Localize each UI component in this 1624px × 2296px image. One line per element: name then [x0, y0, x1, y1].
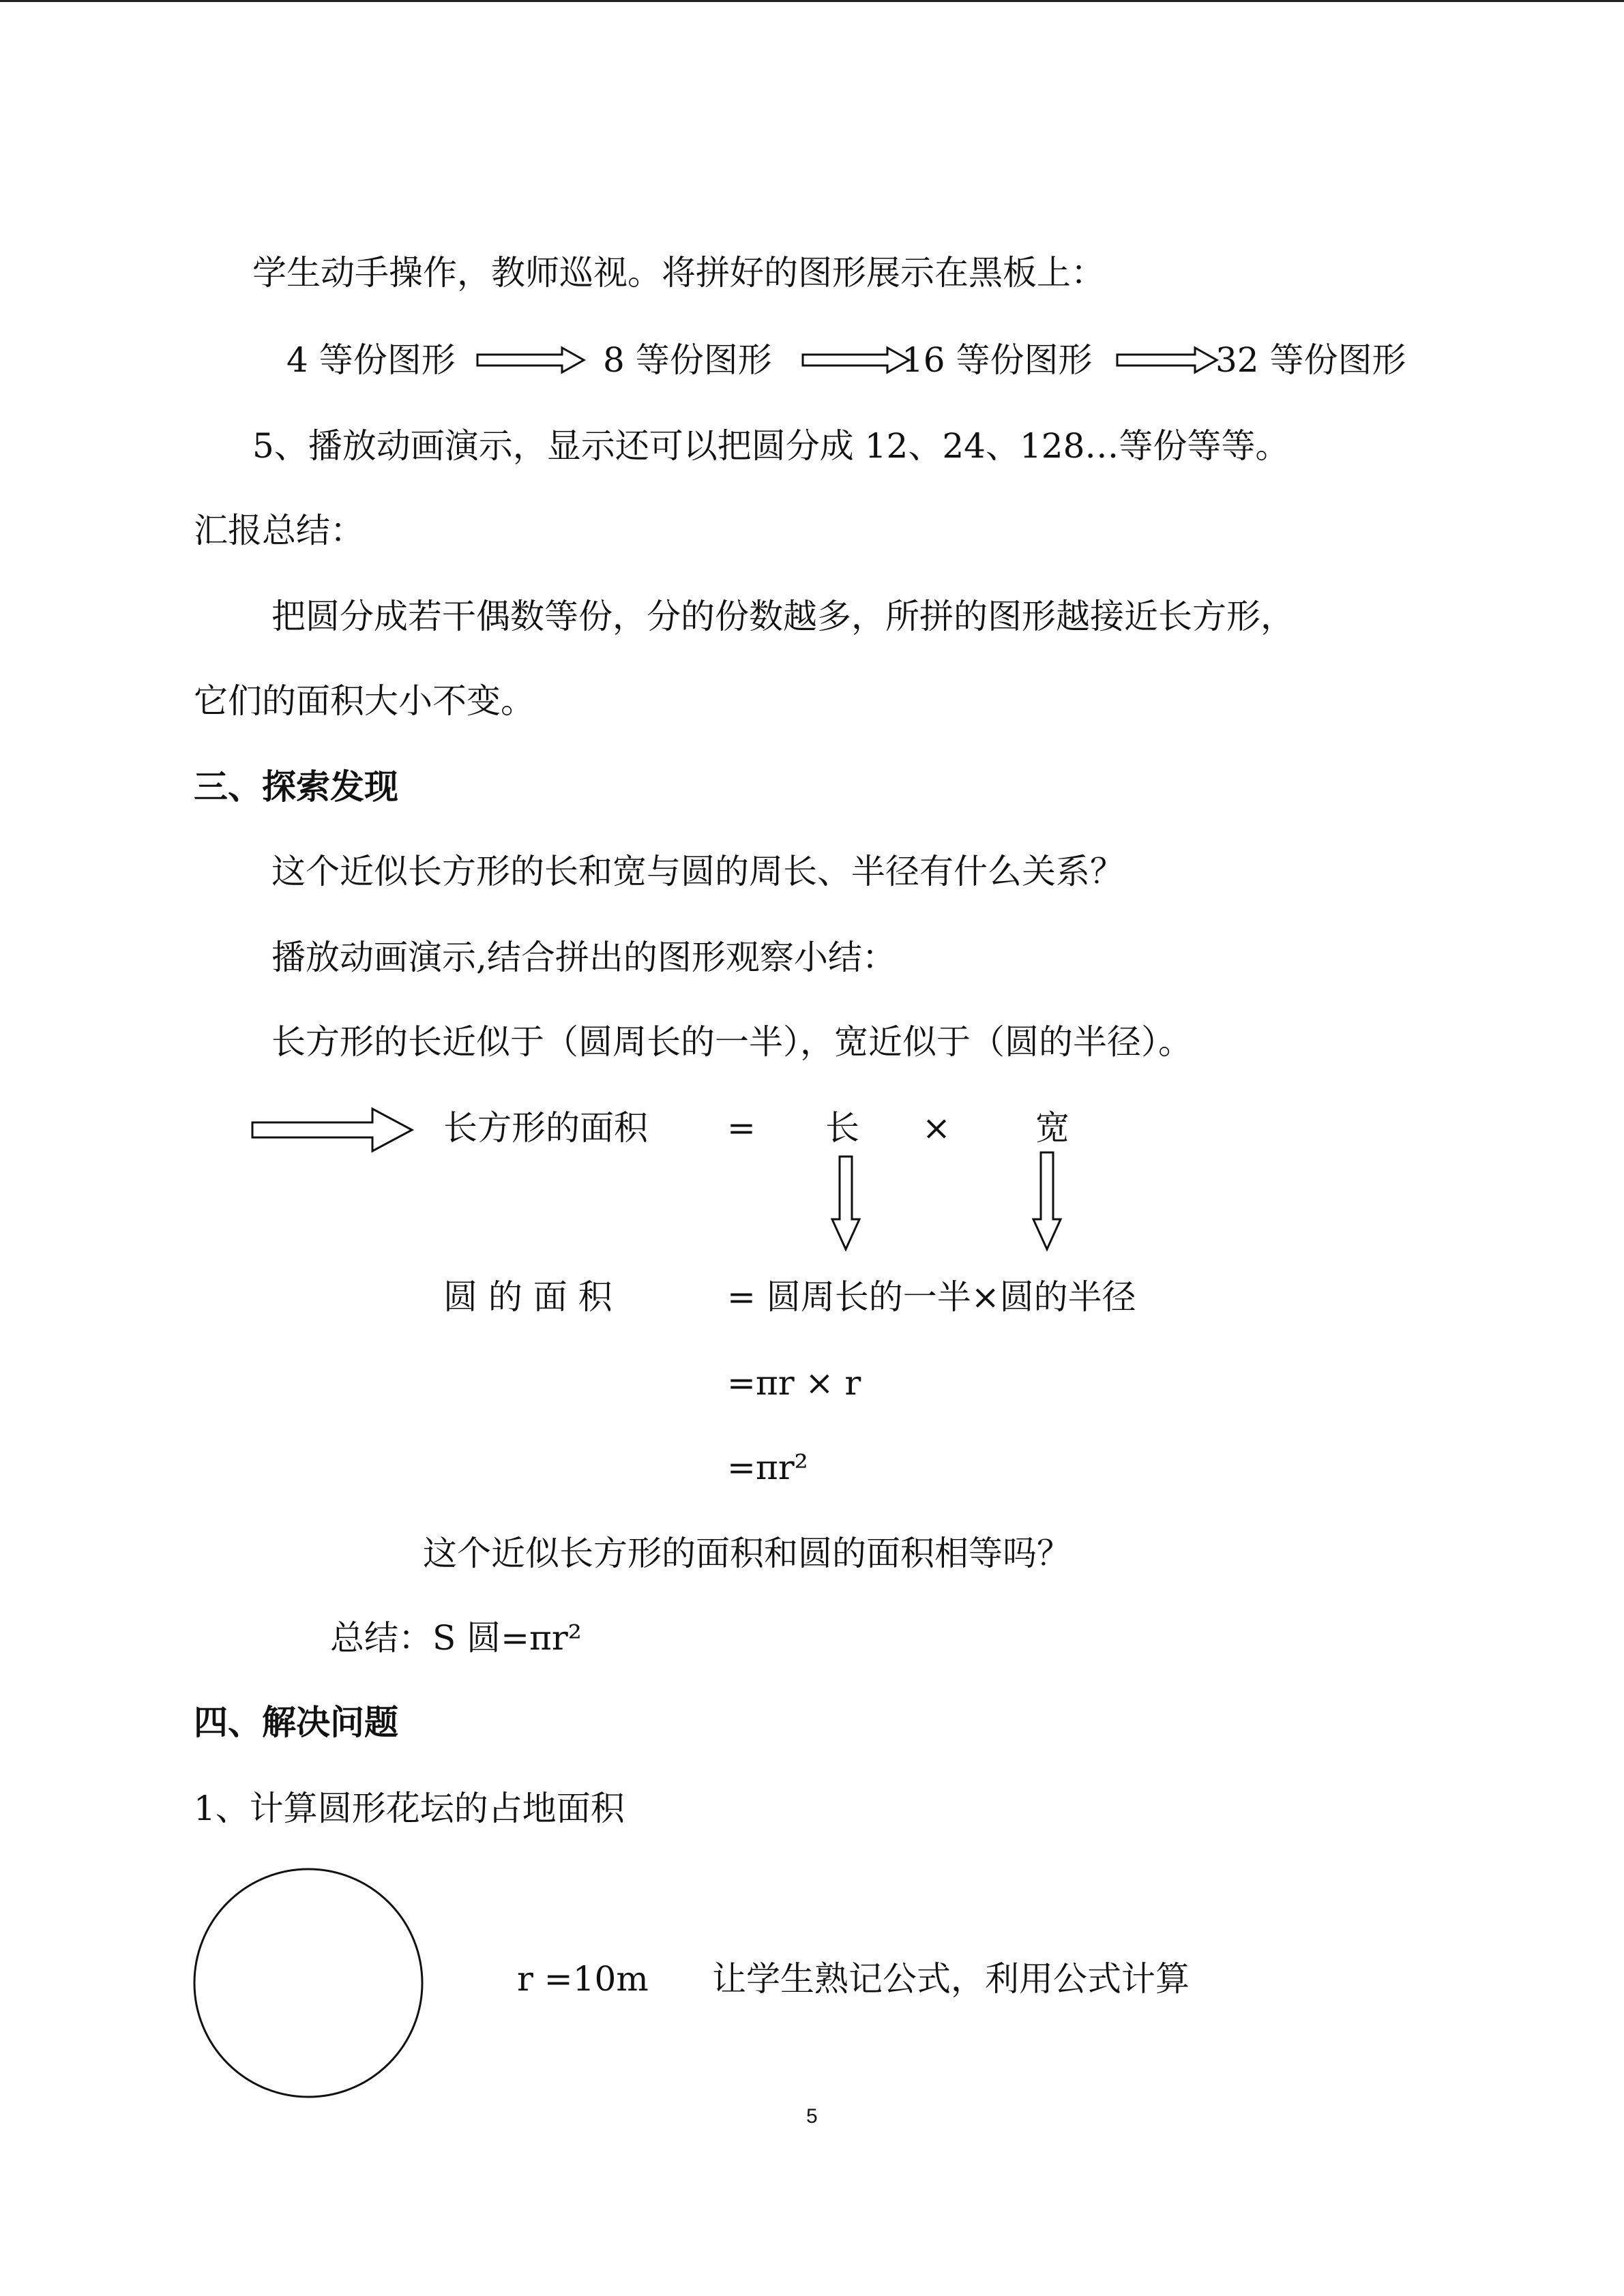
formula-line2: = 圆周长的一半×圆的半径 [727, 1277, 1136, 1317]
hollow-arrow-down-icon [1032, 1151, 1062, 1251]
heading-solve-problems: 四、解决问题 [194, 1703, 398, 1742]
formula-times: × [922, 1108, 951, 1148]
paragraph-observe-summary: 播放动画演示,结合拼出的图形观察小结： [271, 938, 896, 977]
hollow-arrow-right-icon [1116, 346, 1218, 374]
seq-item-16: 16 等份图形 [902, 340, 1093, 380]
heading-explore-discover: 三、探索发现 [194, 767, 398, 807]
formula-equals: = [727, 1108, 756, 1148]
label-report-summary: 汇报总结： [194, 511, 364, 550]
top-border-line [0, 0, 1624, 2]
radius-label: r =10m [517, 1959, 649, 1999]
hollow-arrow-right-icon [251, 1107, 415, 1152]
formula-line4: =πr² [727, 1448, 808, 1487]
paragraph-approximation: 长方形的长近似于（圆周长的一半），宽近似于（圆的半径）。 [271, 1022, 1192, 1062]
paragraph-summary-line1: 把圆分成若干偶数等份，分的份数越多，所拼的图形越接近长方形， [271, 597, 1295, 636]
paragraph-animation-demo: 5、播放动画演示，显示还可以把圆分成 12、24、128…等份等等。 [252, 426, 1290, 466]
hollow-arrow-right-icon [476, 346, 585, 374]
teaching-note: 让学生熟记公式，利用公式计算 [712, 1959, 1190, 1999]
formula-width: 宽 [1035, 1108, 1069, 1148]
paragraph-question-relation: 这个近似长方形的长和宽与圆的周长、半径有什么关系？ [271, 852, 1124, 891]
paragraph-summary-line2: 它们的面积大小不变。 [194, 681, 535, 721]
seq-item-4: 4 等份图形 [286, 340, 456, 380]
hollow-arrow-right-icon [801, 346, 911, 374]
formula-circle-area-label: 圆 的 面 积 [443, 1277, 612, 1317]
circle-flowerbed-figure [191, 1866, 426, 2100]
paragraph-question-equal: 这个近似长方形的面积和圆的面积相等吗？ [423, 1534, 1071, 1573]
paragraph-flowerbed-task: 1、计算圆形花坛的占地面积 [194, 1789, 625, 1828]
formula-length: 长 [825, 1108, 859, 1148]
paragraph-student-operation: 学生动手操作，教师巡视。将拼好的图形展示在黑板上： [252, 253, 1105, 293]
seq-item-32: 32 等份图形 [1215, 340, 1406, 380]
seq-item-8: 8 等份图形 [603, 340, 772, 380]
summary-formula: 总结：S 圆=πr² [330, 1618, 582, 1658]
hollow-arrow-down-icon [831, 1155, 861, 1251]
formula-line3: =πr × r [727, 1363, 861, 1403]
page-number: 5 [806, 2105, 818, 2128]
formula-rect-area-label: 长方形的面积 [443, 1108, 648, 1148]
